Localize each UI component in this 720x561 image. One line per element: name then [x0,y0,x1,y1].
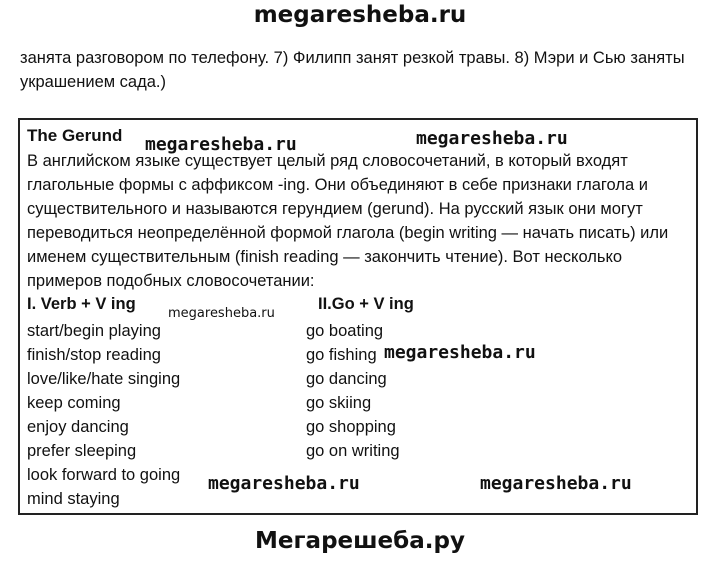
column-1-list [27,319,180,511]
gerund-box [18,118,698,515]
site-footer: Мегарешеба.ру [255,528,465,554]
list-item: go boating [306,322,384,340]
list-item: love/like/hate singing [27,370,181,388]
site-header: megaresheba.ru [253,2,467,28]
list-item: start/begin playing [27,322,161,340]
column-2-heading: II.Go + V ing [318,295,414,313]
list-item: go fishing [306,346,377,364]
list-item: enjoy dancing [27,418,129,436]
box-title: The Gerund [27,126,123,145]
list-item: look forward to going [27,466,181,484]
list-item: keep coming [27,394,121,412]
watermark: megaresheba.ru [480,473,632,494]
list-item: go skiing [306,394,372,412]
watermark: megaresheba.ru [168,306,275,321]
box-text: В английском языке существует целый ряд словосочетаний, в который входят глагольные формы с аффиксом -ing. Они объединяют в себе признаки глагола и существительного и называются герундием (gerund). На русский язык они могут переводиться неопределённой формой глагола (begin writing — начать писать) или именем существительным (finish reading — закончить чтение). Вот несколько примеров подобных словосочетании: [27,152,669,290]
watermark: megaresheba.ru [208,473,360,494]
watermark: megaresheba.ru [145,134,297,155]
column-1-heading: I. Verb + V ing [27,295,136,313]
watermark: megaresheba.ru [416,128,568,149]
watermark: megaresheba.ru [384,342,536,363]
list-item: go shopping [306,418,396,436]
intro-paragraph: занята разговором по телефону. 7) Филипп занят резкой травы. 8) Мэри и Сью заняты украшением сада.) [20,49,685,91]
list-item: prefer sleeping [27,442,137,460]
list-item: finish/stop reading [27,346,161,364]
list-item: go on writing [306,442,400,460]
list-item: go dancing [306,370,387,388]
column-2-list [306,319,400,463]
list-item: mind staying [27,490,120,508]
